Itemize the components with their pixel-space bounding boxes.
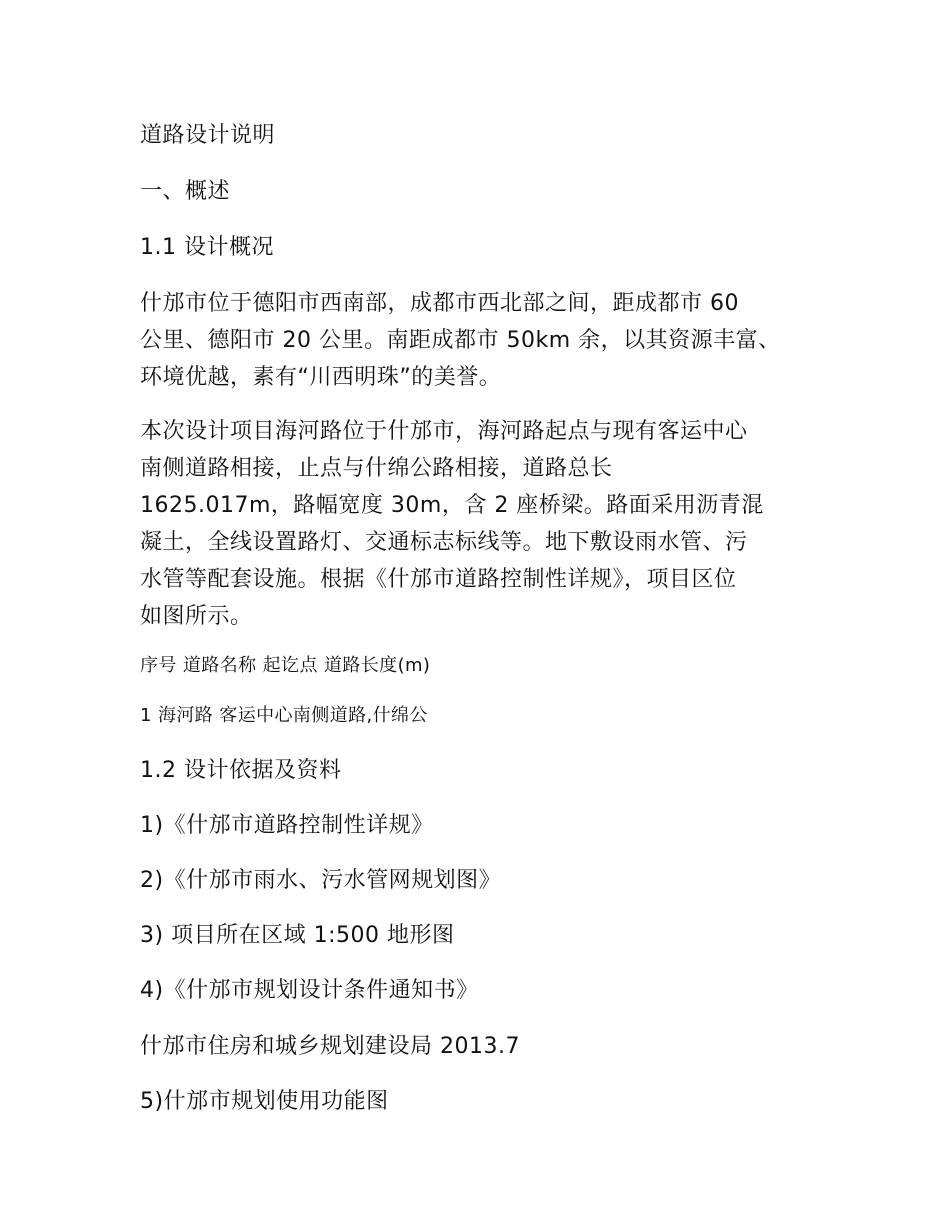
paragraph-line: 公里、德阳市 20 公里。南距成都市 50km 余，以其资源丰富、 xyxy=(140,328,781,353)
paragraph-location xyxy=(140,285,820,396)
reference-item: 2)《什邡市雨水、污水管网规划图》 xyxy=(140,868,502,893)
section-heading-design-overview: 1.1 设计概况 xyxy=(140,235,274,260)
section-heading-design-basis: 1.2 设计依据及资料 xyxy=(140,758,342,783)
section-heading-overview: 一、概述 xyxy=(140,179,231,204)
table-header: 序号 道路名称 起讫点 道路长度(m) xyxy=(140,655,431,676)
paragraph-line: 1625.017m，路幅宽度 30m，含 2 座桥梁。路面采用沥青混 xyxy=(140,493,764,518)
reference-item: 1)《什邡市道路控制性详规》 xyxy=(140,813,434,838)
reference-item: 5)什邡市规划使用功能图 xyxy=(140,1089,389,1114)
paragraph-line: 本次设计项目海河路位于什邡市，海河路起点与现有客运中心 xyxy=(140,419,748,444)
paragraph-line: 水管等配套设施。根据《什邡市道路控制性详规》，项目区位 xyxy=(140,567,737,592)
document-title: 道路设计说明 xyxy=(140,123,276,148)
reference-item: 什邡市住房和城乡规划建设局 2013.7 xyxy=(140,1034,520,1059)
paragraph-line: 环境优越，素有“川西明珠”的美誉。 xyxy=(140,365,502,390)
paragraph-line: 如图所示。 xyxy=(140,604,253,629)
reference-item: 4)《什邡市规划设计条件通知书》 xyxy=(140,978,479,1003)
paragraph-line: 什邡市位于德阳市西南部，成都市西北部之间，距成都市 60 xyxy=(140,291,739,316)
table-row: 1 海河路 客运中心南侧道路,什绵公 xyxy=(140,705,428,726)
reference-item: 3) 项目所在区域 1:500 地形图 xyxy=(140,923,455,948)
paragraph-project xyxy=(140,413,820,635)
paragraph-line: 凝土，全线设置路灯、交通标志标线等。地下敷设雨水管、污 xyxy=(140,530,748,555)
paragraph-line: 南侧道路相接，止点与什绵公路相接，道路总长 xyxy=(140,456,613,481)
